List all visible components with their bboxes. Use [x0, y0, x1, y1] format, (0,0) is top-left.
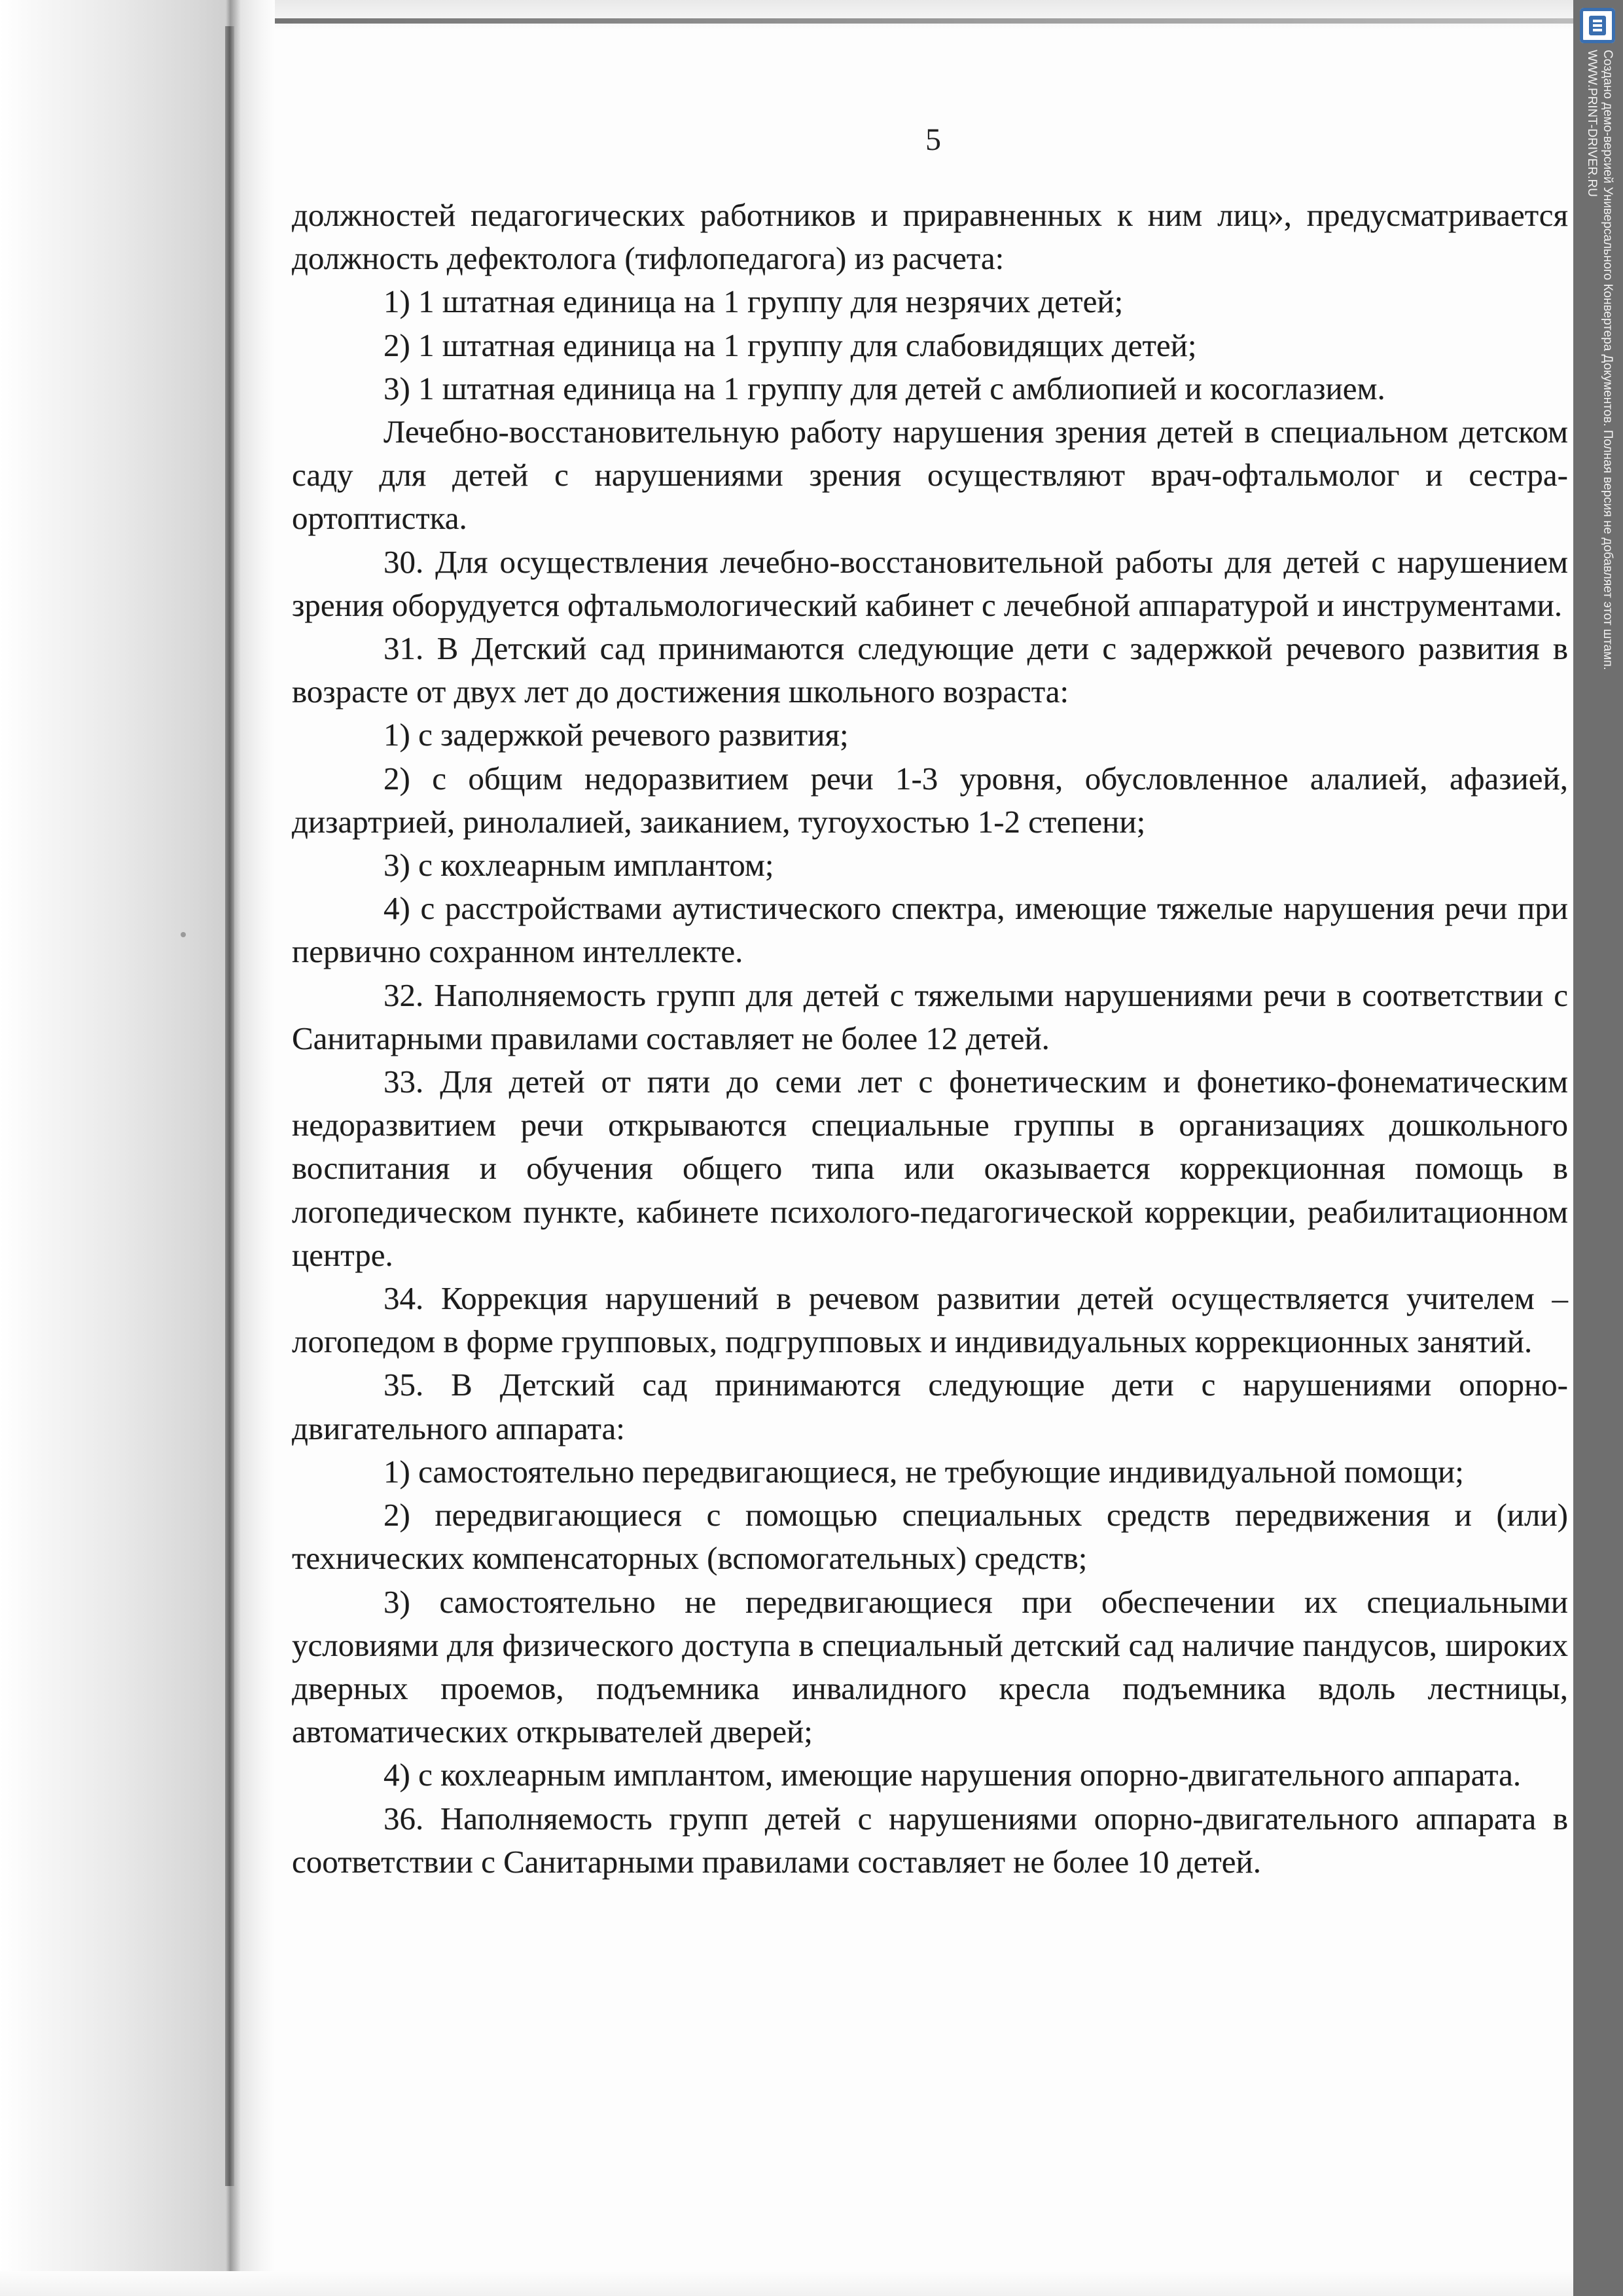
clause-34: 34. Коррекция нарушений в речевом развитии детей осуществляется учителем – логопедом в форме групповых, подгрупповых и индивидуальных коррекционных занятий.	[292, 1280, 1568, 1360]
list-item: 3) с кохлеарным имплантом;	[383, 847, 774, 884]
clause-35: 35. В Детский сад принимаются следующие дети с нарушениями опорно-двигательного аппарата:	[292, 1367, 1568, 1446]
list-item: 2) с общим недоразвитием речи 1-3 уровня, обусловленное алалией, афазией, дизартрией, ринолалией, заиканием, тугоухостью 1-2 степени;	[292, 760, 1568, 840]
scan-speck	[181, 932, 186, 937]
clause-30: 30. Для осуществления лечебно-восстановительной работы для детей с нарушением зрения оборудуется офтальмологический кабинет с лечебной аппаратурой и инструментами.	[292, 543, 1568, 623]
demo-stamp-line: Создано демо-версией Универсального Конвертера Документов. Полная версия не добавляет этот штамп.	[1601, 50, 1614, 670]
converter-logo-icon	[1580, 8, 1615, 43]
clause-31: 31. В Детский сад принимаются следующие дети с задержкой речевого развития в возрасте от двух лет до достижения школьного возраста:	[292, 630, 1568, 710]
list-item: 1) 1 штатная единица на 1 группу для незрячих детей;	[383, 283, 1124, 320]
list-item: 1) с задержкой речевого развития;	[383, 717, 849, 753]
list-item: 2) передвигающиеся с помощью специальных средств передвижения и (или) технических компенсаторных (вспомогательных) средств;	[292, 1497, 1568, 1577]
paragraph: должностей педагогических работников и приравненных к ним лиц», предусматривается должность дефектолога (тифлопедагога) из расчета:	[292, 197, 1568, 277]
document-body	[292, 194, 1568, 1884]
scan-bottom-edge	[0, 2271, 1584, 2296]
list-item: 1) самостоятельно передвигающиеся, не требующие индивидуальной помощи;	[383, 1453, 1464, 1490]
clause-33: 33. Для детей от пяти до семи лет с фонетическим и фонетико-фонематическим недоразвитием речи открываются специальные группы в организациях дошкольного воспитания и обучения общего типа или оказывается коррекционная помощь в логопедическом пункте, кабинете психолого-педагогической коррекции, реабилитационном центре.	[292, 1064, 1568, 1273]
list-item: 4) с расстройствами аутистического спектра, имеющие тяжелые нарушения речи при первично сохранном интеллекте.	[292, 890, 1568, 970]
demo-stamp-url: WWW.PRINT-DRIVER.RU	[1585, 50, 1599, 197]
scan-top-line	[79, 18, 1584, 24]
list-item: 4) с кохлеарным имплантом, имеющие нарушения опорно-двигательного аппарата.	[383, 1757, 1522, 1793]
clause-36: 36. Наполняемость групп детей с нарушениями опорно-двигательного аппарата в соответствии с Санитарными правилами составляет не более 10 детей.	[292, 1800, 1568, 1880]
paragraph: Лечебно-восстановительную работу нарушения зрения детей в специальном детском саду для детей с нарушениями зрения осуществляют врач-офтальмолог и сестра-ортоптистка.	[292, 414, 1568, 537]
page-number: 5	[925, 122, 941, 157]
list-item: 2) 1 штатная единица на 1 группу для слабовидящих детей;	[383, 327, 1197, 363]
demo-stamp-text	[1584, 50, 1615, 670]
list-item: 3) 1 штатная единица на 1 группу для детей с амблиопией и косоглазием.	[383, 370, 1385, 406]
list-item: 3) самостоятельно не передвигающиеся при обеспечении их специальными условиями для физического доступа в специальный детский сад наличие пандусов, широких дверных проемов, подъемника инвалидного кресла подъемника вдоль лестницы, автоматических открывателей дверей;	[292, 1583, 1568, 1750]
clause-32: 32. Наполняемость групп для детей с тяжелыми нарушениями речи в соответствии с Санитарными правилами составляет не более 12 детей.	[292, 977, 1568, 1056]
scan-binding-spine	[225, 26, 234, 2186]
